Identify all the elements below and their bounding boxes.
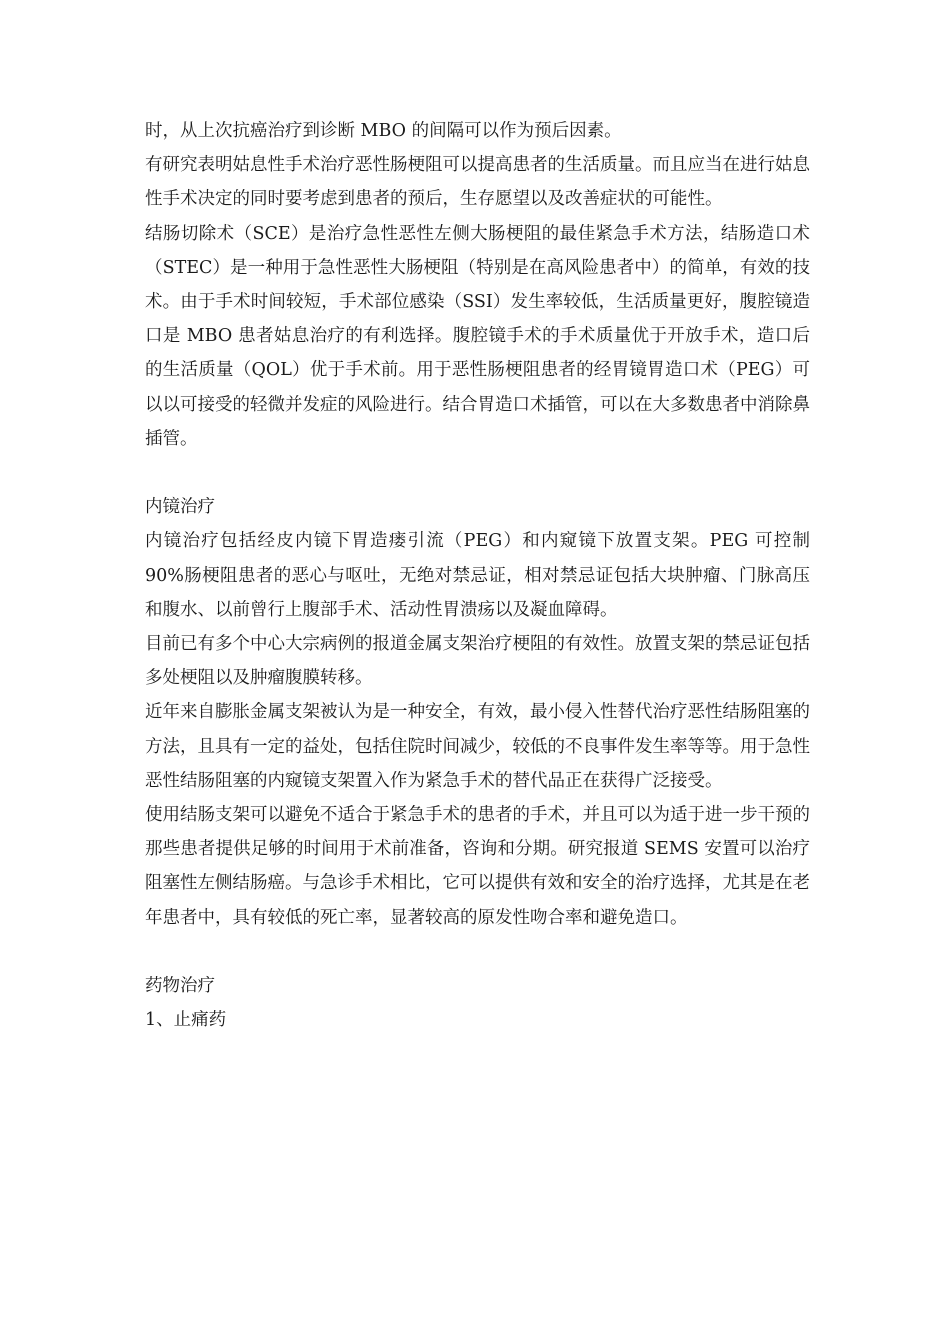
section-heading-drug-therapy: 药物治疗 xyxy=(145,976,215,997)
paragraph-self-expanding-stent: 近年来自膨胀金属支架被认为是一种安全，有效，最小侵入性替代治疗恶性结肠阻塞的方法，且具有一定的益处，包括住院时间减少，较低的不良事件发生率等等。用于急性恶性结肠阻塞的内窥镜支架置入作为紧急手术的替代品正在获得广泛接受。 xyxy=(145,702,810,791)
paragraph-endoscopic-intro: 内镜治疗包括经皮内镜下胃造瘘引流（PEG）和内窥镜下放置支架。PEG 可控制 90%肠梗阻患者的恶心与呕吐，无绝对禁忌证，相对禁忌证包括大块肿瘤、门脉高压和腹水、以前曾行上腹部手术、活动性胃溃疡以及凝血障碍。 xyxy=(145,531,810,620)
section-heading-endoscopic: 内镜治疗 xyxy=(145,497,215,518)
paragraph-palliative-surgery: 有研究表明姑息性手术治疗恶性肠梗阻可以提高患者的生活质量。而且应当在进行姑息性手术决定的同时要考虑到患者的预后，生存愿望以及改善症状的可能性。 xyxy=(145,155,810,210)
paragraph-prognosis-interval: 时，从上次抗癌治疗到诊断 MBO 的间隔可以作为预后因素。 xyxy=(145,121,622,141)
paragraph-metal-stent: 目前已有多个中心大宗病例的报道金属支架治疗梗阻的有效性。放置支架的禁忌证包括多处梗阻以及肿瘤腹膜转移。 xyxy=(145,634,810,689)
paragraph-colonic-stent: 使用结肠支架可以避免不适合于紧急手术的患者的手术，并且可以为适于进一步干预的那些患者提供足够的时间用于术前准备，咨询和分期。研究报道 SEMS 安置可以治疗阻塞性左侧结肠癌。与急诊手术相比，它可以提供有效和安全的治疗选择，尤其是在老年患者中，具有较低的死亡率，显著较高的原发性吻合率和避免造口。 xyxy=(145,805,810,928)
list-item-analgesics: 1、止痛药 xyxy=(145,1010,227,1031)
document-body xyxy=(145,114,810,1037)
paragraph-colectomy: 结肠切除术（SCE）是治疗急性恶性左侧大肠梗阻的最佳紧急手术方法，结肠造口术（STEC）是一种用于急性恶性大肠梗阻（特别是在高风险患者中）的简单，有效的技术。由于手术时间较短，手术部位感染（SSI）发生率较低，生活质量更好，腹腔镜造口是 MBO 患者姑息治疗的有利选择。腹腔镜手术的手术质量优于开放手术，造口后的生活质量（QOL）优于手术前。用于恶性肠梗阻患者的经胃镜胃造口术（PEG）可以以可接受的轻微并发症的风险进行。结合胃造口术插管，可以在大多数患者中消除鼻插管。 xyxy=(145,223,810,449)
blank-line xyxy=(145,935,810,969)
blank-line xyxy=(145,456,810,490)
